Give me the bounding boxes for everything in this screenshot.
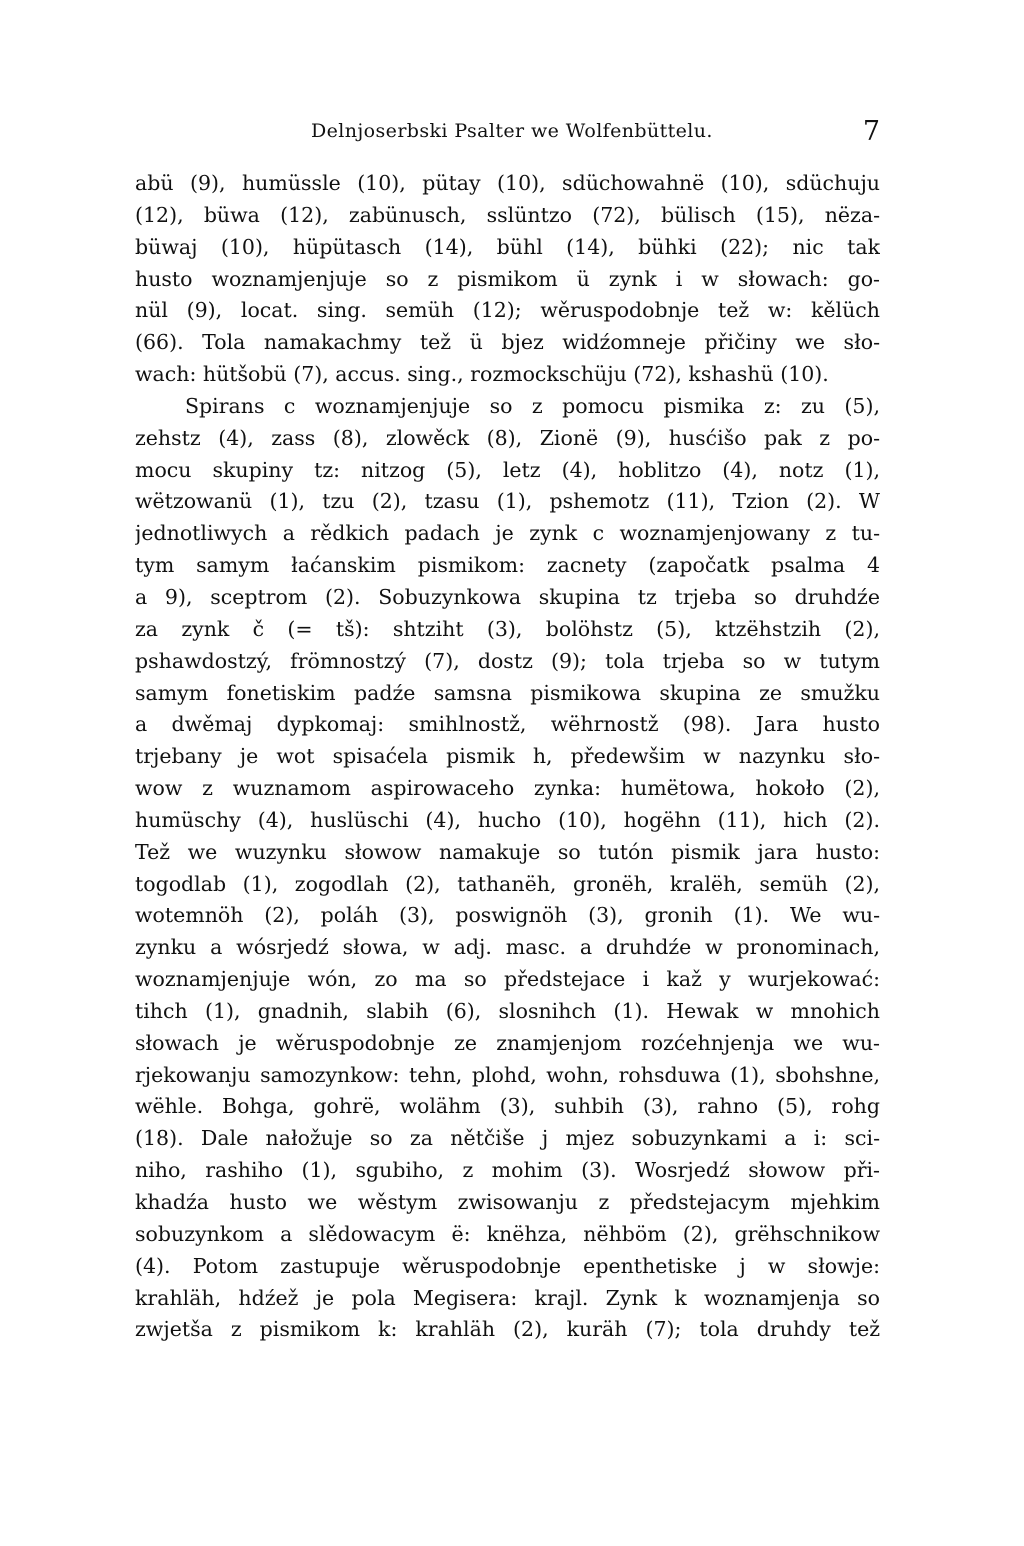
text-line: wëtzowanü (1), tzu (2), tzasu (1), pshemotz (11), Tzion (2). W — [135, 489, 880, 514]
text-line: büwaj (10), hüpütasch (14), bühl (14), bühki (22); nic tak — [135, 234, 880, 259]
text-line: sobuzynkom a slědowacym ë: knëhza, nëhböm (2), grëhschnikow — [135, 1221, 880, 1246]
text-line: (18). Dale nałožuje so za nětčiše j mjez sobuzynkami a i: sci- — [135, 1126, 880, 1151]
text-line: humüschy (4), huslüschi (4), hucho (10), hogëhn (11), hich (2). — [135, 807, 880, 832]
text-line: za zynk č (= tš): shtziht (3), bolöhstz (5), ktzëhstzih (2), — [135, 616, 880, 641]
text-line: zwjetša z pismikom k: krahläh (2), kuräh (7); tola druhdy tež — [135, 1317, 880, 1342]
text-line: pshawdostzý, frömnostzý (7), dostz (9); tola trjeba so w tutym — [135, 648, 880, 673]
text-line: a 9), sceptrom (2). Sobuzynkowa skupina tz trjeba so druhdźe — [135, 584, 880, 609]
text-line: mocu skupiny tz: nitzog (5), letz (4), hoblitzo (4), notz (1), — [135, 457, 880, 482]
text-line: Tež we wuzynku słowow namakuje so tutón pismik jara husto: — [135, 839, 880, 864]
text-line: togodlab (1), zogodlah (2), tathanëh, gronëh, kralëh, semüh (2), — [135, 871, 880, 896]
text-line: zynku a wósrjedź słowa, w adj. masc. a druhdźe w pronominach, — [135, 935, 880, 960]
text-line: tym samym łaćanskim pismikom: zacnety (započatk psalma 4 — [135, 553, 880, 578]
text-line: a dwěmaj dypkomaj: smihlnostž, wëhrnostž (98). Jara husto — [135, 712, 880, 737]
text-line: wach: hütšobü (7), accus. sing., rozmockschüju (72), kshashü (10). — [135, 362, 829, 387]
text-line: zehstz (4), zass (8), zlowěck (8), Zionë (9), husćišo pak z po- — [135, 425, 880, 450]
text-line: (12), büwa (12), zabünusch, sslüntzo (72), bülisch (15), nëza- — [135, 202, 880, 227]
text-line: niho, rashiho (1), sgubiho, z mohim (3). Wosrjedź słowow při- — [135, 1158, 880, 1183]
text-line: wëhle. Bohga, gohrë, wolähm (3), suhbih (3), rahno (5), rohg — [135, 1094, 880, 1119]
text-line: samym fonetiskim padźe samsna pismikowa skupina ze smužku — [135, 680, 880, 705]
text-line: słowach je wěruspodobnje ze znamjenjom rozćehnjenja we wu- — [135, 1030, 880, 1055]
text-line: trjebany je wot spisaćela pismik h, předewšim w nazynku sło- — [135, 744, 880, 769]
text-line: (66). Tola namakachmy tež ü bjez widźomneje přičiny we sło- — [135, 330, 880, 355]
page-header — [135, 116, 880, 150]
text-line: abü (9), humüssle (10), pütay (10), sdüchowahnë (10), sdüchuju — [135, 171, 880, 195]
running-title: Delnjoserbski Psalter we Wolfenbüttelu. — [311, 120, 713, 142]
text-line: wow z wuznamom aspirowaceho zynka: humëtowa, hokoło (2), — [135, 776, 880, 801]
text-line: woznamjenjuje wón, zo ma so předstejace i kaž y wurjekować: — [135, 967, 880, 992]
text-line: jednotliwych a rědkich padach je zynk c woznamjenjowany z tu- — [135, 521, 880, 546]
paragraph-first-line: Spirans c woznamjenjuje so z pomocu pismika z: zu (5), — [185, 393, 880, 418]
text-line: tihch (1), gnadnih, slabih (6), slosnihch (1). Hewak w mnohich — [135, 998, 880, 1023]
text-line: nül (9), locat. sing. semüh (12); wěruspodobnje tež w: kělüch — [135, 298, 880, 323]
body-text — [135, 168, 880, 1346]
text-line: khadźa husto we wěstym zwisowanju z předstejacym mjehkim — [135, 1190, 880, 1214]
text-line: krahläh, hdźež je pola Megisera: krajl. Zynk k woznamjenja so — [135, 1285, 880, 1310]
text-line: husto woznamjenjuje so z pismikom ü zynk i w słowach: go- — [135, 266, 880, 291]
text-line: (4). Potom zastupuje wěruspodobnje epenthetiske j w słowje: — [135, 1253, 880, 1278]
text-line: rjekowanju samozynkow: tehn, plohd, wohn, rohsduwa (1), sbohshne, — [135, 1062, 880, 1087]
page-number: 7 — [862, 116, 880, 147]
text-line: wotemnöh (2), poláh (3), poswignöh (3), gronih (1). We wu- — [135, 903, 880, 928]
